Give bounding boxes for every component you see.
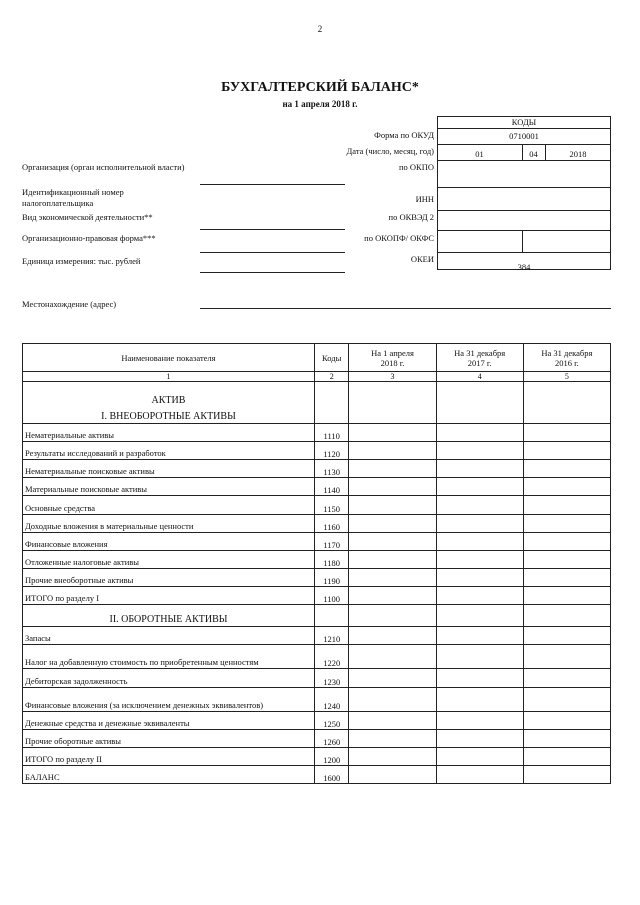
table-row [23,766,611,784]
value-cell[interactable] [523,496,610,515]
header-col4: На 31 декабря 2017 г. [436,344,523,372]
page-number: 2 [317,24,323,34]
row-code: 1260 [314,730,348,748]
column-number-row: 1 2 3 4 5 [23,372,611,382]
date-day: 01 [475,149,484,159]
value-cell[interactable] [523,551,610,569]
row-name: Финансовые вложения [23,533,315,551]
section-assets-row [23,382,611,424]
address-line [200,308,611,309]
value-cell[interactable] [523,478,610,496]
table-row [23,515,611,533]
row-code: 1220 [314,645,348,669]
table-row [23,478,611,496]
row-code: 1100 [314,587,348,605]
okopf-label: по ОКОПФ/ ОКФС [364,233,434,243]
row-name: Дебиторская задолженность [23,669,315,688]
value-cell[interactable] [349,645,436,669]
value-cell[interactable] [436,460,523,478]
header-code: Коды [314,344,348,372]
value-cell[interactable] [349,712,436,730]
value-cell[interactable] [523,712,610,730]
row-code: 1170 [314,533,348,551]
table-row [23,551,611,569]
balance-table [22,343,611,784]
value-cell[interactable] [349,748,436,766]
value-cell[interactable] [349,569,436,587]
value-cell[interactable] [436,730,523,748]
value-cell[interactable] [523,730,610,748]
row-code: 1150 [314,496,348,515]
value-cell[interactable] [349,442,436,460]
value-cell[interactable] [436,515,523,533]
value-cell[interactable] [349,496,436,515]
row-code: 1110 [314,424,348,442]
value-cell[interactable] [349,730,436,748]
value-cell[interactable] [349,515,436,533]
unit-line [200,272,345,273]
value-cell[interactable] [436,587,523,605]
value-cell[interactable] [523,645,610,669]
table-row [23,688,611,712]
codes-header: КОДЫ [511,117,537,127]
inn-field-label-2: налогоплательщика [22,198,94,208]
address-label: Местонахождение (адрес) [22,299,117,309]
legal-form-label: Организационно-правовая форма*** [22,233,156,243]
table-row [23,460,611,478]
value-cell[interactable] [349,766,436,784]
value-cell[interactable] [523,587,610,605]
section2-heading: II. ОБОРОТНЫЕ АКТИВЫ [23,605,315,627]
okei-label: ОКЕИ [410,254,434,264]
activity-label: Вид экономической деятельности** [22,212,153,222]
value-cell[interactable] [349,587,436,605]
row-code: 1190 [314,569,348,587]
table-row [23,424,611,442]
value-cell[interactable] [523,460,610,478]
value-cell[interactable] [436,533,523,551]
okud-value: 0710001 [509,131,539,141]
value-cell[interactable] [523,669,610,688]
document-date: на 1 апреля 2018 г. [282,99,358,109]
table-header-row [23,344,611,372]
row-code: 1140 [314,478,348,496]
value-cell[interactable] [523,766,610,784]
table-row [23,587,611,605]
value-cell[interactable] [349,669,436,688]
row-name: Доходные вложения в материальные ценности [23,515,315,533]
value-cell[interactable] [436,551,523,569]
table-row [23,730,611,748]
value-cell[interactable] [523,533,610,551]
table-row [23,569,611,587]
row-code: 1600 [314,766,348,784]
row-name: БАЛАНС [23,766,315,784]
row-code: 1230 [314,669,348,688]
section2-row [23,605,611,627]
okei-value: 384 [517,262,531,272]
inn-field-label-1: Идентификационный номер [22,187,124,197]
value-cell[interactable] [523,442,610,460]
value-cell[interactable] [349,551,436,569]
row-code: 1160 [314,515,348,533]
row-name: Нематериальные поисковые активы [23,460,315,478]
table-row [23,669,611,688]
row-name: Прочие оборотные активы [23,730,315,748]
value-cell[interactable] [349,533,436,551]
okved-label: по ОКВЭД 2 [388,212,434,222]
date-year: 2018 [569,149,587,159]
header-col3: На 1 апреля 2018 г. [349,344,436,372]
row-name: Материальные поисковые активы [23,478,315,496]
value-cell[interactable] [436,478,523,496]
value-cell[interactable] [436,766,523,784]
row-name: Финансовые вложения (за исключением денежных эквивалентов) [23,688,315,712]
document-title: БУХГАЛТЕРСКИЙ БАЛАНС* [221,80,419,95]
organization-label: Организация (орган исполнительной власти) [22,162,185,172]
table-row [23,712,611,730]
row-name: Налог на добавленную стоимость по приобретенным ценностям [23,645,315,669]
table-row: Запасы 1210 [23,627,611,645]
value-cell[interactable] [523,424,610,442]
value-cell[interactable] [436,442,523,460]
value-cell[interactable] [349,424,436,442]
row-name: Результаты исследований и разработок [23,442,315,460]
activity-line [200,229,345,230]
date-label: Дата (число, месяц, год) [346,146,434,156]
value-cell[interactable] [436,688,523,712]
row-name: Нематериальные активы [23,424,315,442]
value-cell[interactable] [436,669,523,688]
table-row [23,442,611,460]
value-cell[interactable] [436,645,523,669]
okpo-label: по ОКПО [398,162,434,172]
value-cell[interactable] [436,712,523,730]
unit-label: Единица измерения: тыс. рублей [22,256,141,266]
table-row [23,645,611,669]
row-code: 1130 [314,460,348,478]
table-row [23,496,611,515]
table-row [23,533,611,551]
row-name: Основные средства [23,496,315,515]
value-cell[interactable] [523,515,610,533]
date-month: 04 [529,149,538,159]
section-heading: АКТИВ I. ВНЕОБОРОТНЫЕ АКТИВЫ [23,382,315,424]
row-code: 1250 [314,712,348,730]
row-code: 1240 [314,688,348,712]
header-name: Наименование показателя [23,344,315,372]
value-cell[interactable] [349,478,436,496]
value-cell[interactable] [436,424,523,442]
inn-label: ИНН [415,194,434,204]
value-cell[interactable] [436,748,523,766]
row-code: 1120 [314,442,348,460]
row-name: ИТОГО по разделу II [23,748,315,766]
row-name: Денежные средства и денежные эквиваленты [23,712,315,730]
okud-label: Форма по ОКУД [374,130,434,140]
value-cell[interactable] [349,460,436,478]
organization-line [200,184,345,185]
value-cell[interactable] [436,496,523,515]
header-col5: На 31 декабря 2016 г. [523,344,610,372]
value-cell[interactable] [523,748,610,766]
value-cell[interactable] [523,569,610,587]
row-code: 1200 [314,748,348,766]
value-cell[interactable] [349,688,436,712]
row-name: ИТОГО по разделу I [23,587,315,605]
value-cell[interactable] [436,569,523,587]
row-name: Прочие внеоборотные активы [23,569,315,587]
legal-form-line [200,252,345,253]
row-name: Отложенные налоговые активы [23,551,315,569]
table-row [23,748,611,766]
value-cell[interactable] [523,688,610,712]
row-code: 1180 [314,551,348,569]
